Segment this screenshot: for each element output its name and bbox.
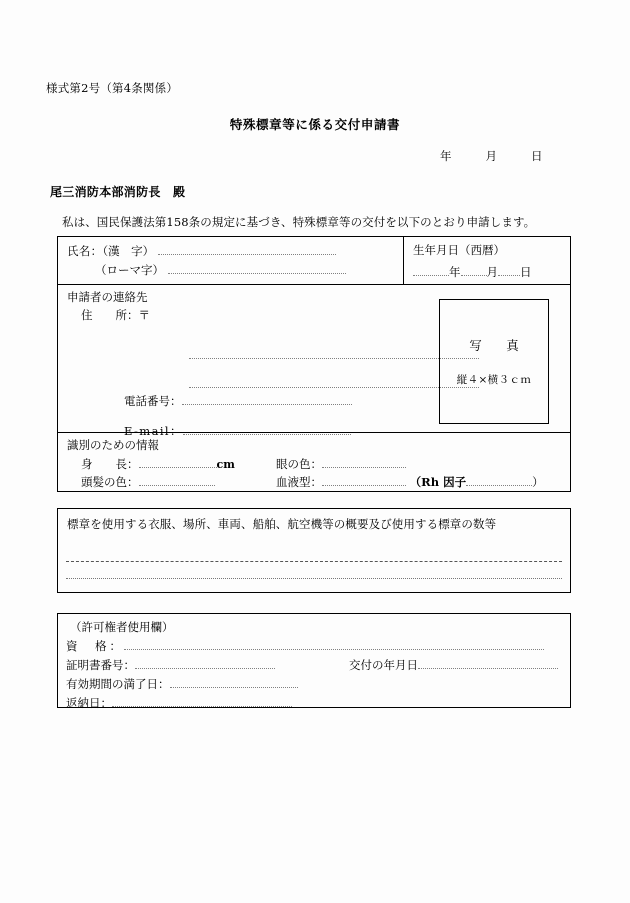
return-date-input[interactable] (112, 695, 292, 707)
expiry-date-input[interactable] (170, 676, 298, 688)
photo-size-label: 縦４×横３ｃｍ (456, 374, 532, 386)
height-unit-label: cm (216, 458, 235, 471)
date-month-label: 月 (485, 149, 497, 163)
emblem-usage-label: 標章を使用する衣服、場所、車両、船舶、航空機等の概要及び使用する標章の数等 (67, 517, 497, 531)
address-input-line-2[interactable] (189, 376, 479, 388)
qualification-input[interactable] (124, 638, 544, 650)
name-romaji-label: （ローマ字） (95, 263, 164, 277)
issue-date-label: 交付の年月日 (349, 658, 418, 672)
addressee: 尾三消防本部消防長 殿 (50, 185, 186, 199)
hair-color-row (81, 474, 215, 490)
birthdate-label: 生年月日（西暦） (413, 243, 505, 257)
emblem-usage-input-line-2[interactable] (66, 578, 562, 579)
eye-color-row (276, 456, 406, 472)
certificate-number-row (66, 657, 275, 673)
name-cell (58, 237, 404, 284)
qualification-row (66, 638, 544, 654)
eye-color-input[interactable] (322, 456, 406, 468)
blood-type-label: 血液型： (276, 475, 322, 489)
birthdate-cell (404, 237, 570, 284)
form-number: 様式第2号（第4条関係） (46, 81, 179, 95)
contact-section-title: 申請者の連絡先 (67, 290, 148, 304)
application-statement: 私は、国民保護法第158条の規定に基づき、特殊標章等の交付を以下のとおり申請します。 (62, 215, 536, 229)
photo-label: 写 真 (469, 338, 525, 353)
height-input[interactable] (139, 456, 217, 468)
eye-color-label: 眼の色： (276, 457, 322, 471)
certificate-number-input[interactable] (135, 657, 275, 669)
telephone-row (124, 393, 352, 409)
address-input-line-1[interactable] (189, 347, 479, 359)
name-romaji-row (67, 261, 403, 280)
application-date-line (440, 148, 543, 164)
page-title: 特殊標章等に係る交付申請書 (229, 117, 401, 132)
blood-type-row (276, 474, 544, 490)
birth-year-input[interactable] (413, 264, 449, 276)
photo-placeholder[interactable] (439, 299, 549, 424)
certificate-number-label: 証明書番号： (66, 658, 135, 672)
emblem-usage-box (57, 508, 571, 593)
qualification-label: 資 格： (66, 639, 124, 653)
name-kanji-label: （漢 字） (102, 244, 155, 258)
expiry-date-label: 有効期間の満了日： (66, 677, 170, 691)
rh-factor-close-paren: ） (532, 475, 544, 489)
issue-date-input[interactable] (418, 657, 558, 669)
birth-day-input[interactable] (498, 264, 520, 276)
expiry-date-row (66, 676, 298, 692)
birth-year-label: 年 (449, 265, 461, 279)
birth-month-label: 月 (486, 265, 498, 279)
height-row (81, 456, 235, 472)
hair-color-input[interactable] (139, 474, 215, 486)
hair-color-label: 頭髪の色： (81, 475, 139, 489)
emblem-usage-input-line-1[interactable] (66, 561, 562, 562)
return-date-label: 返納日： (66, 696, 112, 710)
table-row-contact (58, 285, 570, 438)
rh-factor-label: （Rh 因子 (409, 475, 467, 489)
address-label: 住 所：〒 (81, 308, 150, 322)
applicant-table (57, 236, 571, 492)
name-romaji-input[interactable] (168, 262, 346, 274)
date-year-label: 年 (440, 149, 452, 163)
date-day-label: 日 (531, 149, 543, 163)
rh-factor-input[interactable] (466, 474, 532, 486)
height-label: 身 長： (81, 457, 139, 471)
issue-date-row (349, 657, 558, 673)
official-use-box (57, 613, 571, 708)
table-row-name (58, 237, 570, 285)
blood-type-input[interactable] (322, 474, 406, 486)
identification-section-title: 識別のための情報 (67, 438, 159, 452)
name-label: 氏名： (67, 244, 103, 258)
birthdate-fields (413, 264, 570, 279)
email-label: E-mail： (124, 424, 183, 438)
return-date-row (66, 695, 292, 711)
telephone-input[interactable] (182, 393, 352, 405)
name-kanji-input[interactable] (158, 243, 336, 255)
official-use-title: （許可権者使用欄） (70, 620, 174, 634)
birth-day-label: 日 (520, 265, 532, 279)
name-kanji-row (67, 242, 403, 261)
telephone-label: 電話番号： (124, 394, 182, 408)
table-row-identification (58, 433, 570, 491)
birth-month-input[interactable] (461, 264, 487, 276)
